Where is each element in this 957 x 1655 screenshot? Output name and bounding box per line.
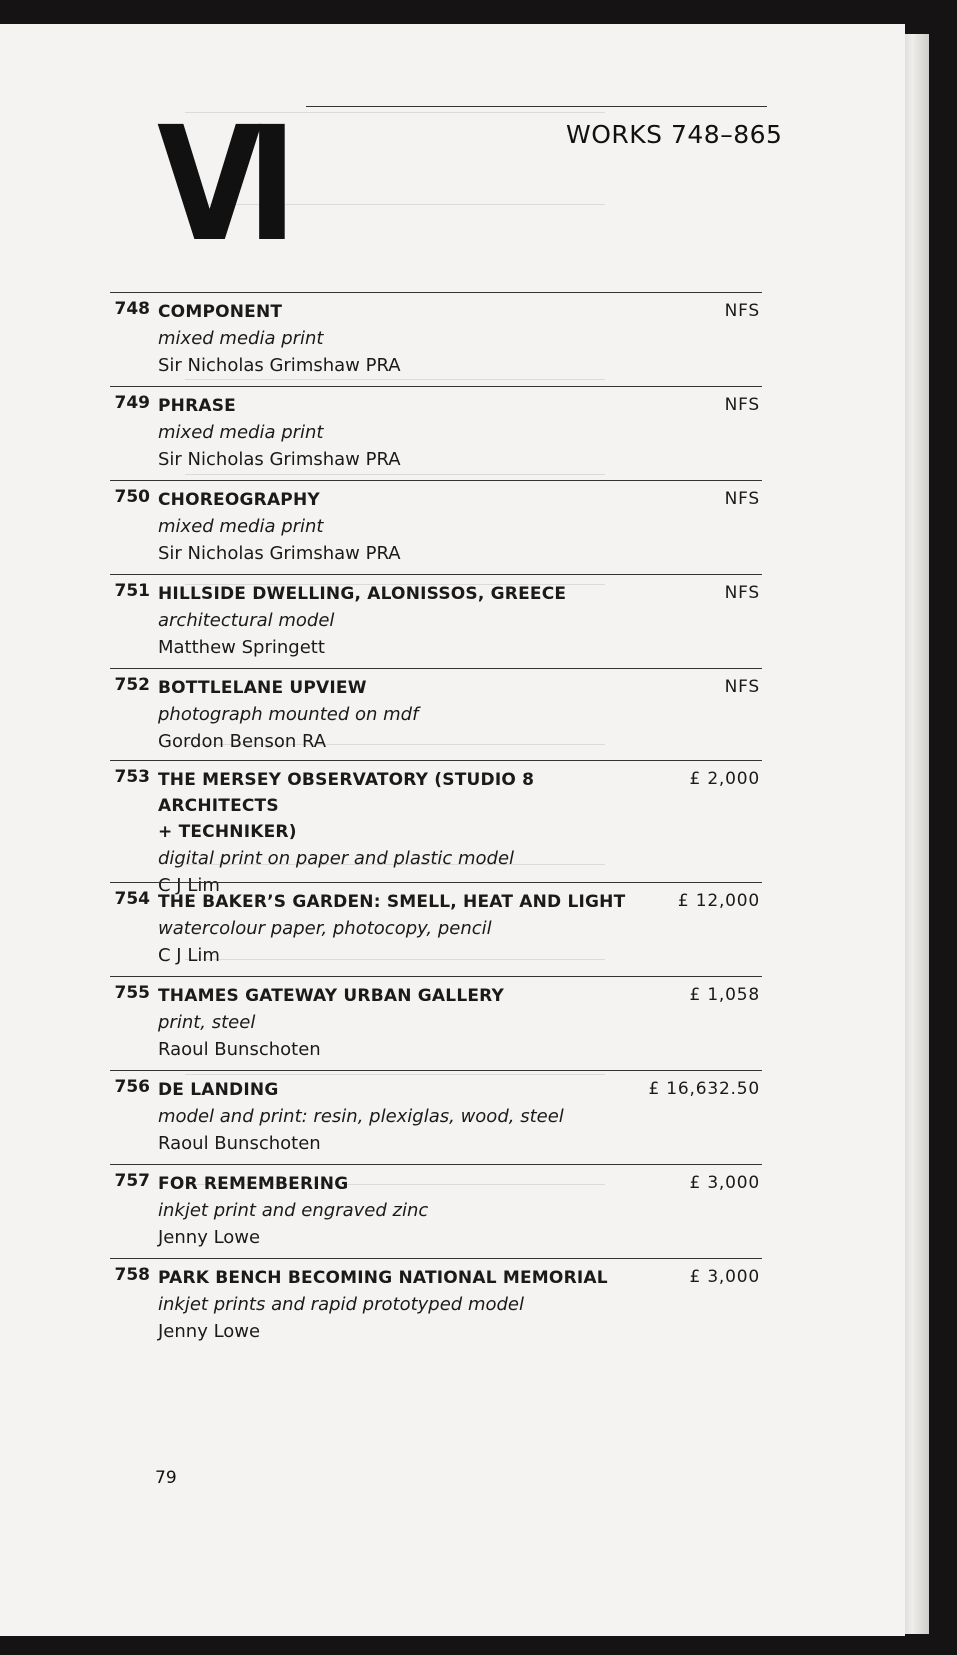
entry-title: THAMES GATEWAY URBAN GALLERY [158, 986, 505, 1006]
entry-price: £ 3,000 [689, 1267, 760, 1287]
entry-price: £ 1,058 [689, 985, 760, 1005]
entry-price: £ 3,000 [689, 1173, 760, 1193]
entry-number: 755 [114, 983, 150, 1003]
entry-title: CHOREOGRAPHY [158, 490, 320, 510]
entry-price: £ 12,000 [677, 891, 760, 911]
entry-medium: mixed media print [158, 422, 324, 443]
entry-medium: mixed media print [158, 328, 324, 349]
entry-number: 749 [114, 393, 150, 413]
entry-title: PARK BENCH BECOMING NATIONAL MEMORIAL [158, 1268, 608, 1288]
entry-title-continued: + TECHNIKER) [158, 822, 297, 842]
page-number: 79 [155, 1468, 177, 1488]
entry-title: BOTTLELANE UPVIEW [158, 678, 367, 698]
entry-price: £ 2,000 [689, 769, 760, 789]
catalogue-entry [110, 882, 762, 977]
entry-number: 750 [114, 487, 150, 507]
entry-artist: Jenny Lowe [158, 1321, 261, 1342]
entry-number: 753 [114, 767, 150, 787]
catalogue-entry [110, 760, 762, 896]
entry-number: 754 [114, 889, 150, 909]
entry-title: THE BAKER’S GARDEN: SMELL, HEAT AND LIGHT [158, 892, 626, 912]
entry-medium: watercolour paper, photocopy, pencil [158, 918, 492, 939]
header-rule [306, 106, 767, 107]
entry-title: THE MERSEY OBSERVATORY (STUDIO 8 ARCHITECTS [158, 770, 535, 816]
entry-artist: Sir Nicholas Grimshaw PRA [158, 449, 401, 470]
entry-title: DE LANDING [158, 1080, 279, 1100]
catalogue-entry [110, 1258, 762, 1353]
entry-number: 748 [114, 299, 150, 319]
catalogue-page [0, 24, 905, 1636]
entry-medium: architectural model [158, 610, 335, 631]
entry-artist: C J Lim [158, 875, 220, 896]
entry-price: NFS [724, 301, 760, 321]
entry-number: 752 [114, 675, 150, 695]
entry-artist: Raoul Bunschoten [158, 1039, 321, 1060]
entry-number: 756 [114, 1077, 150, 1097]
entry-price: NFS [724, 395, 760, 415]
catalogue-entry [110, 1070, 762, 1165]
entry-price: NFS [724, 489, 760, 509]
entry-price: NFS [724, 583, 760, 603]
entry-artist: Matthew Springett [158, 637, 325, 658]
entry-medium: mixed media print [158, 516, 324, 537]
entry-artist: C J Lim [158, 945, 220, 966]
entry-medium: inkjet print and engraved zinc [158, 1200, 429, 1221]
entry-title: FOR REMEMBERING [158, 1174, 349, 1194]
entry-artist: Gordon Benson RA [158, 731, 327, 752]
works-range-title: WORKS 748–865 [566, 120, 783, 149]
catalogue-entry [110, 574, 762, 669]
entry-medium: model and print: resin, plexiglas, wood, steel [158, 1106, 564, 1127]
catalogue-entry [110, 1164, 762, 1259]
entry-artist: Sir Nicholas Grimshaw PRA [158, 543, 401, 564]
entry-number: 758 [114, 1265, 150, 1285]
catalogue-entry [110, 386, 762, 481]
entry-medium: inkjet prints and rapid prototyped model [158, 1294, 524, 1315]
section-numeral: VI [157, 93, 282, 277]
entry-artist: Jenny Lowe [158, 1227, 261, 1248]
entry-artist: Sir Nicholas Grimshaw PRA [158, 355, 401, 376]
entry-artist: Raoul Bunschoten [158, 1133, 321, 1154]
entry-price: £ 16,632.50 [648, 1079, 760, 1099]
entry-medium: photograph mounted on mdf [158, 704, 419, 725]
entry-price: NFS [724, 677, 760, 697]
entry-medium: print, steel [158, 1012, 256, 1033]
entry-title: HILLSIDE DWELLING, ALONISSOS, GREECE [158, 584, 567, 604]
entry-medium: digital print on paper and plastic model [158, 848, 515, 869]
entry-title: COMPONENT [158, 302, 283, 322]
catalogue-entry [110, 292, 762, 387]
entry-number: 757 [114, 1171, 150, 1191]
catalogue-entry [110, 976, 762, 1071]
catalogue-entry [110, 480, 762, 575]
entry-number: 751 [114, 581, 150, 601]
catalogue-entry [110, 668, 762, 761]
entry-title: PHRASE [158, 396, 236, 416]
